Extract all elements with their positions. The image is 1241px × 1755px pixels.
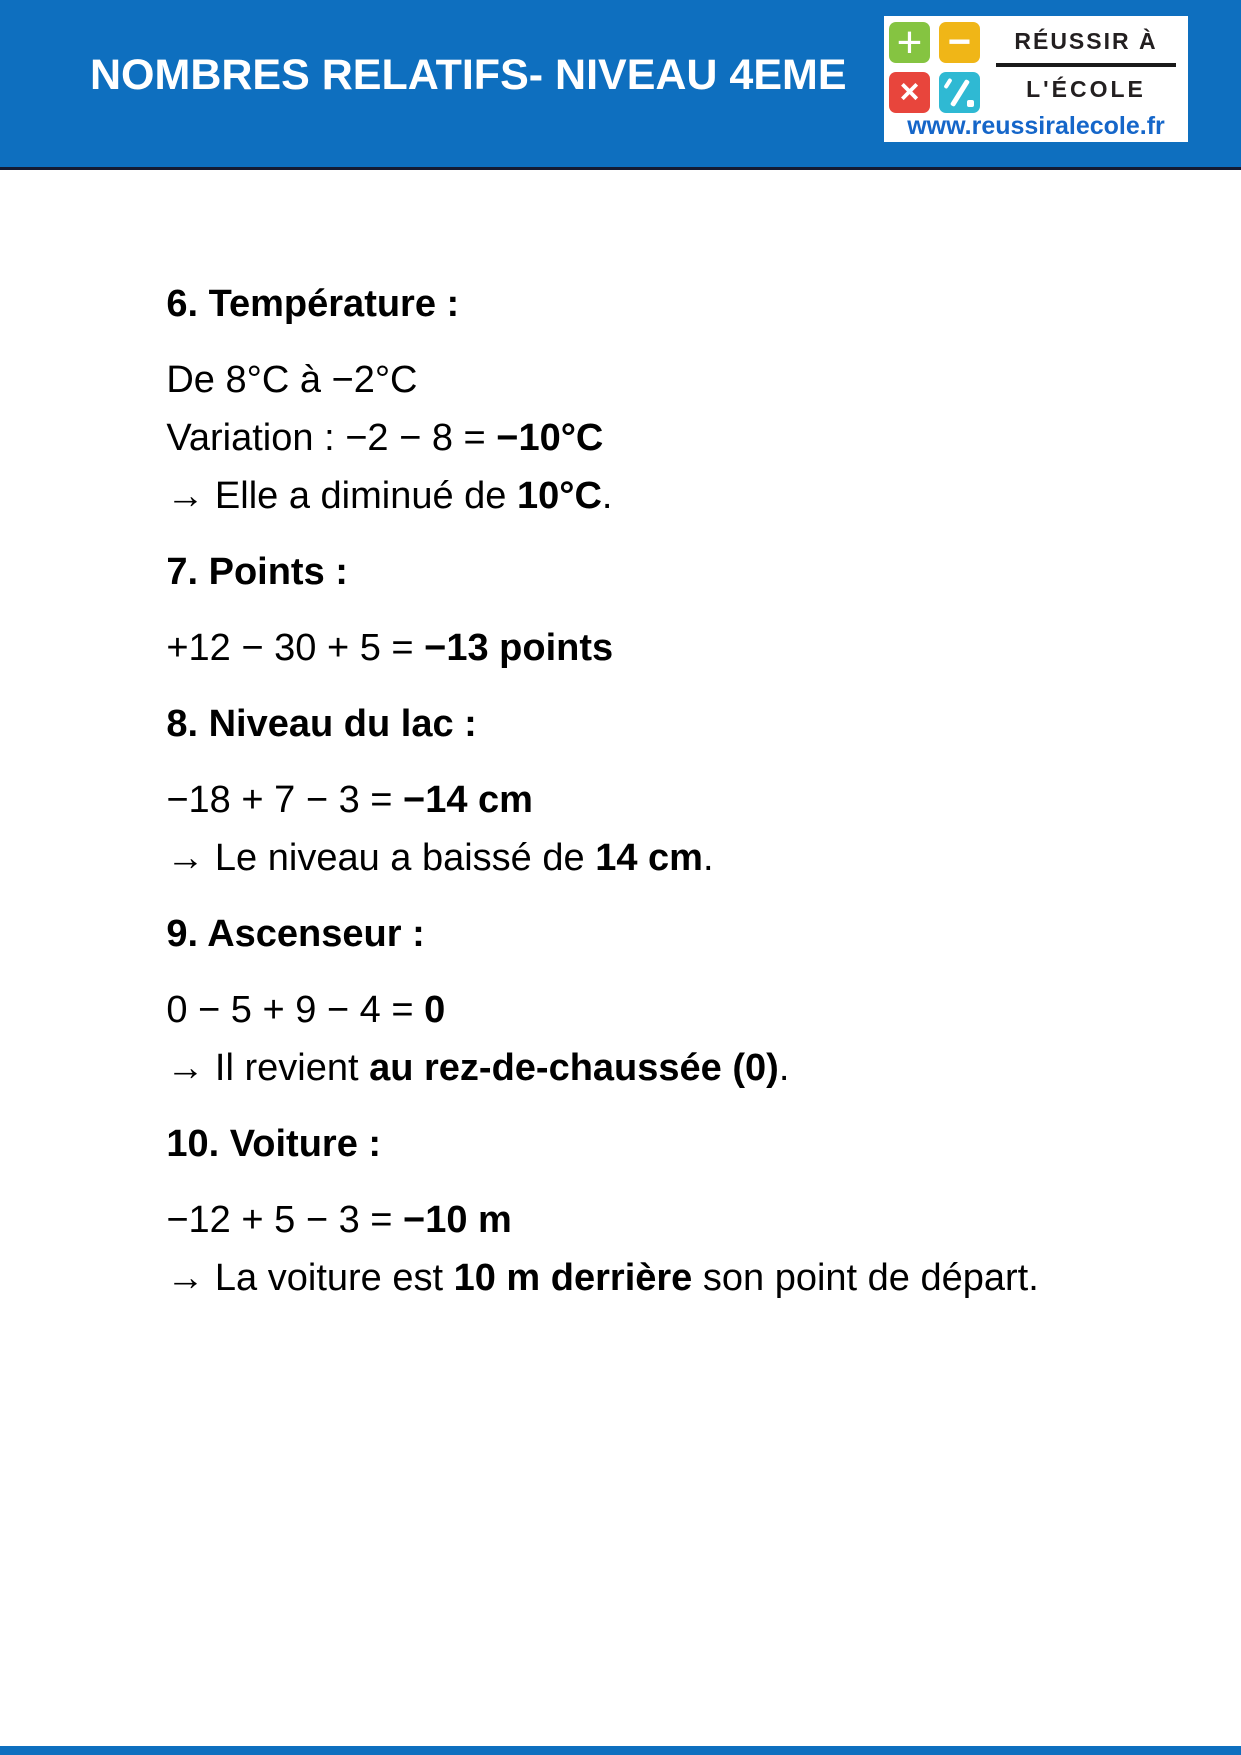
line-text-bold: −13 points [424,627,614,669]
divide-glyph [939,72,980,113]
line-text: . [601,475,613,517]
line-text-bold: 6. Température : [166,283,460,325]
line-text: son point de départ. [692,1257,1039,1299]
line-text: −12 + 5 − 3 = [166,1199,404,1241]
line-text: . [702,837,714,879]
solution-line [103,375,604,459]
plus-glyph: + [896,18,923,67]
solution-line [103,947,446,1031]
logo-wordmark [990,26,1182,103]
line-text: → La voiture est [166,1257,454,1299]
line-text: −18 + 7 − 3 = [166,779,404,821]
conclusion-line [103,795,714,879]
logo-divider [996,63,1176,67]
solution-line [103,737,533,821]
plus-icon [889,18,930,67]
solution-line [103,317,418,401]
line-text-bold: 0 [424,989,446,1031]
line-text-bold: −10°C [496,417,604,459]
line-text-bold: −10 m [403,1199,512,1241]
line-text-bold: 9. Ascenseur : [166,913,425,955]
solution-line [103,585,614,669]
section-heading-8 [103,661,477,745]
minus-glyph: − [947,20,972,64]
line-text-bold: 10 m derrière [453,1257,693,1299]
section-heading-9 [103,871,425,955]
multiply-icon [889,72,930,113]
line-text: 0 − 5 + 9 − 4 = [166,989,425,1031]
logo-website-link[interactable]: www.reussiralecole.fr [907,112,1165,140]
section-heading-10 [103,1081,382,1165]
reussir-a-lecole-logo [884,16,1188,142]
divide-icon [939,72,980,113]
conclusion-line [103,433,613,517]
line-text: De 8°C à −2°C [166,359,418,401]
multiply-glyph: × [899,73,920,111]
conclusion-line [103,1215,1039,1299]
page-title: NOMBRES RELATIFS- NIVEAU 4EME [90,51,847,99]
line-text: → Le niveau a baissé de [166,837,596,879]
line-text-bold: 10. Voiture : [166,1123,382,1165]
line-text-bold: au rez-de-chaussée (0) [369,1047,779,1089]
line-text: → Il revient [166,1047,370,1089]
line-text: +12 − 30 + 5 = [166,627,425,669]
logo-math-squares [889,18,985,118]
line-text-bold: 10°C [517,475,602,517]
header-band [0,0,1241,170]
line-text-bold: 8. Niveau du lac : [166,703,477,745]
conclusion-line [103,1005,790,1089]
line-text-bold: 7. Points : [166,551,348,593]
footer-band [0,1746,1241,1755]
section-heading-6 [103,241,460,325]
section-heading-7 [103,509,348,593]
line-text-bold: 14 cm [595,837,703,879]
line-text: → Elle a diminué de [166,475,517,517]
logo-tagline-top: RÉUSSIR À [1014,28,1158,54]
line-text: Variation : −2 − 8 = [166,417,497,459]
logo-tagline-bottom: L'ÉCOLE [1026,76,1146,102]
line-text-bold: −14 cm [403,779,533,821]
minus-icon [939,22,980,63]
line-text: . [778,1047,790,1089]
solution-line [103,1157,512,1241]
